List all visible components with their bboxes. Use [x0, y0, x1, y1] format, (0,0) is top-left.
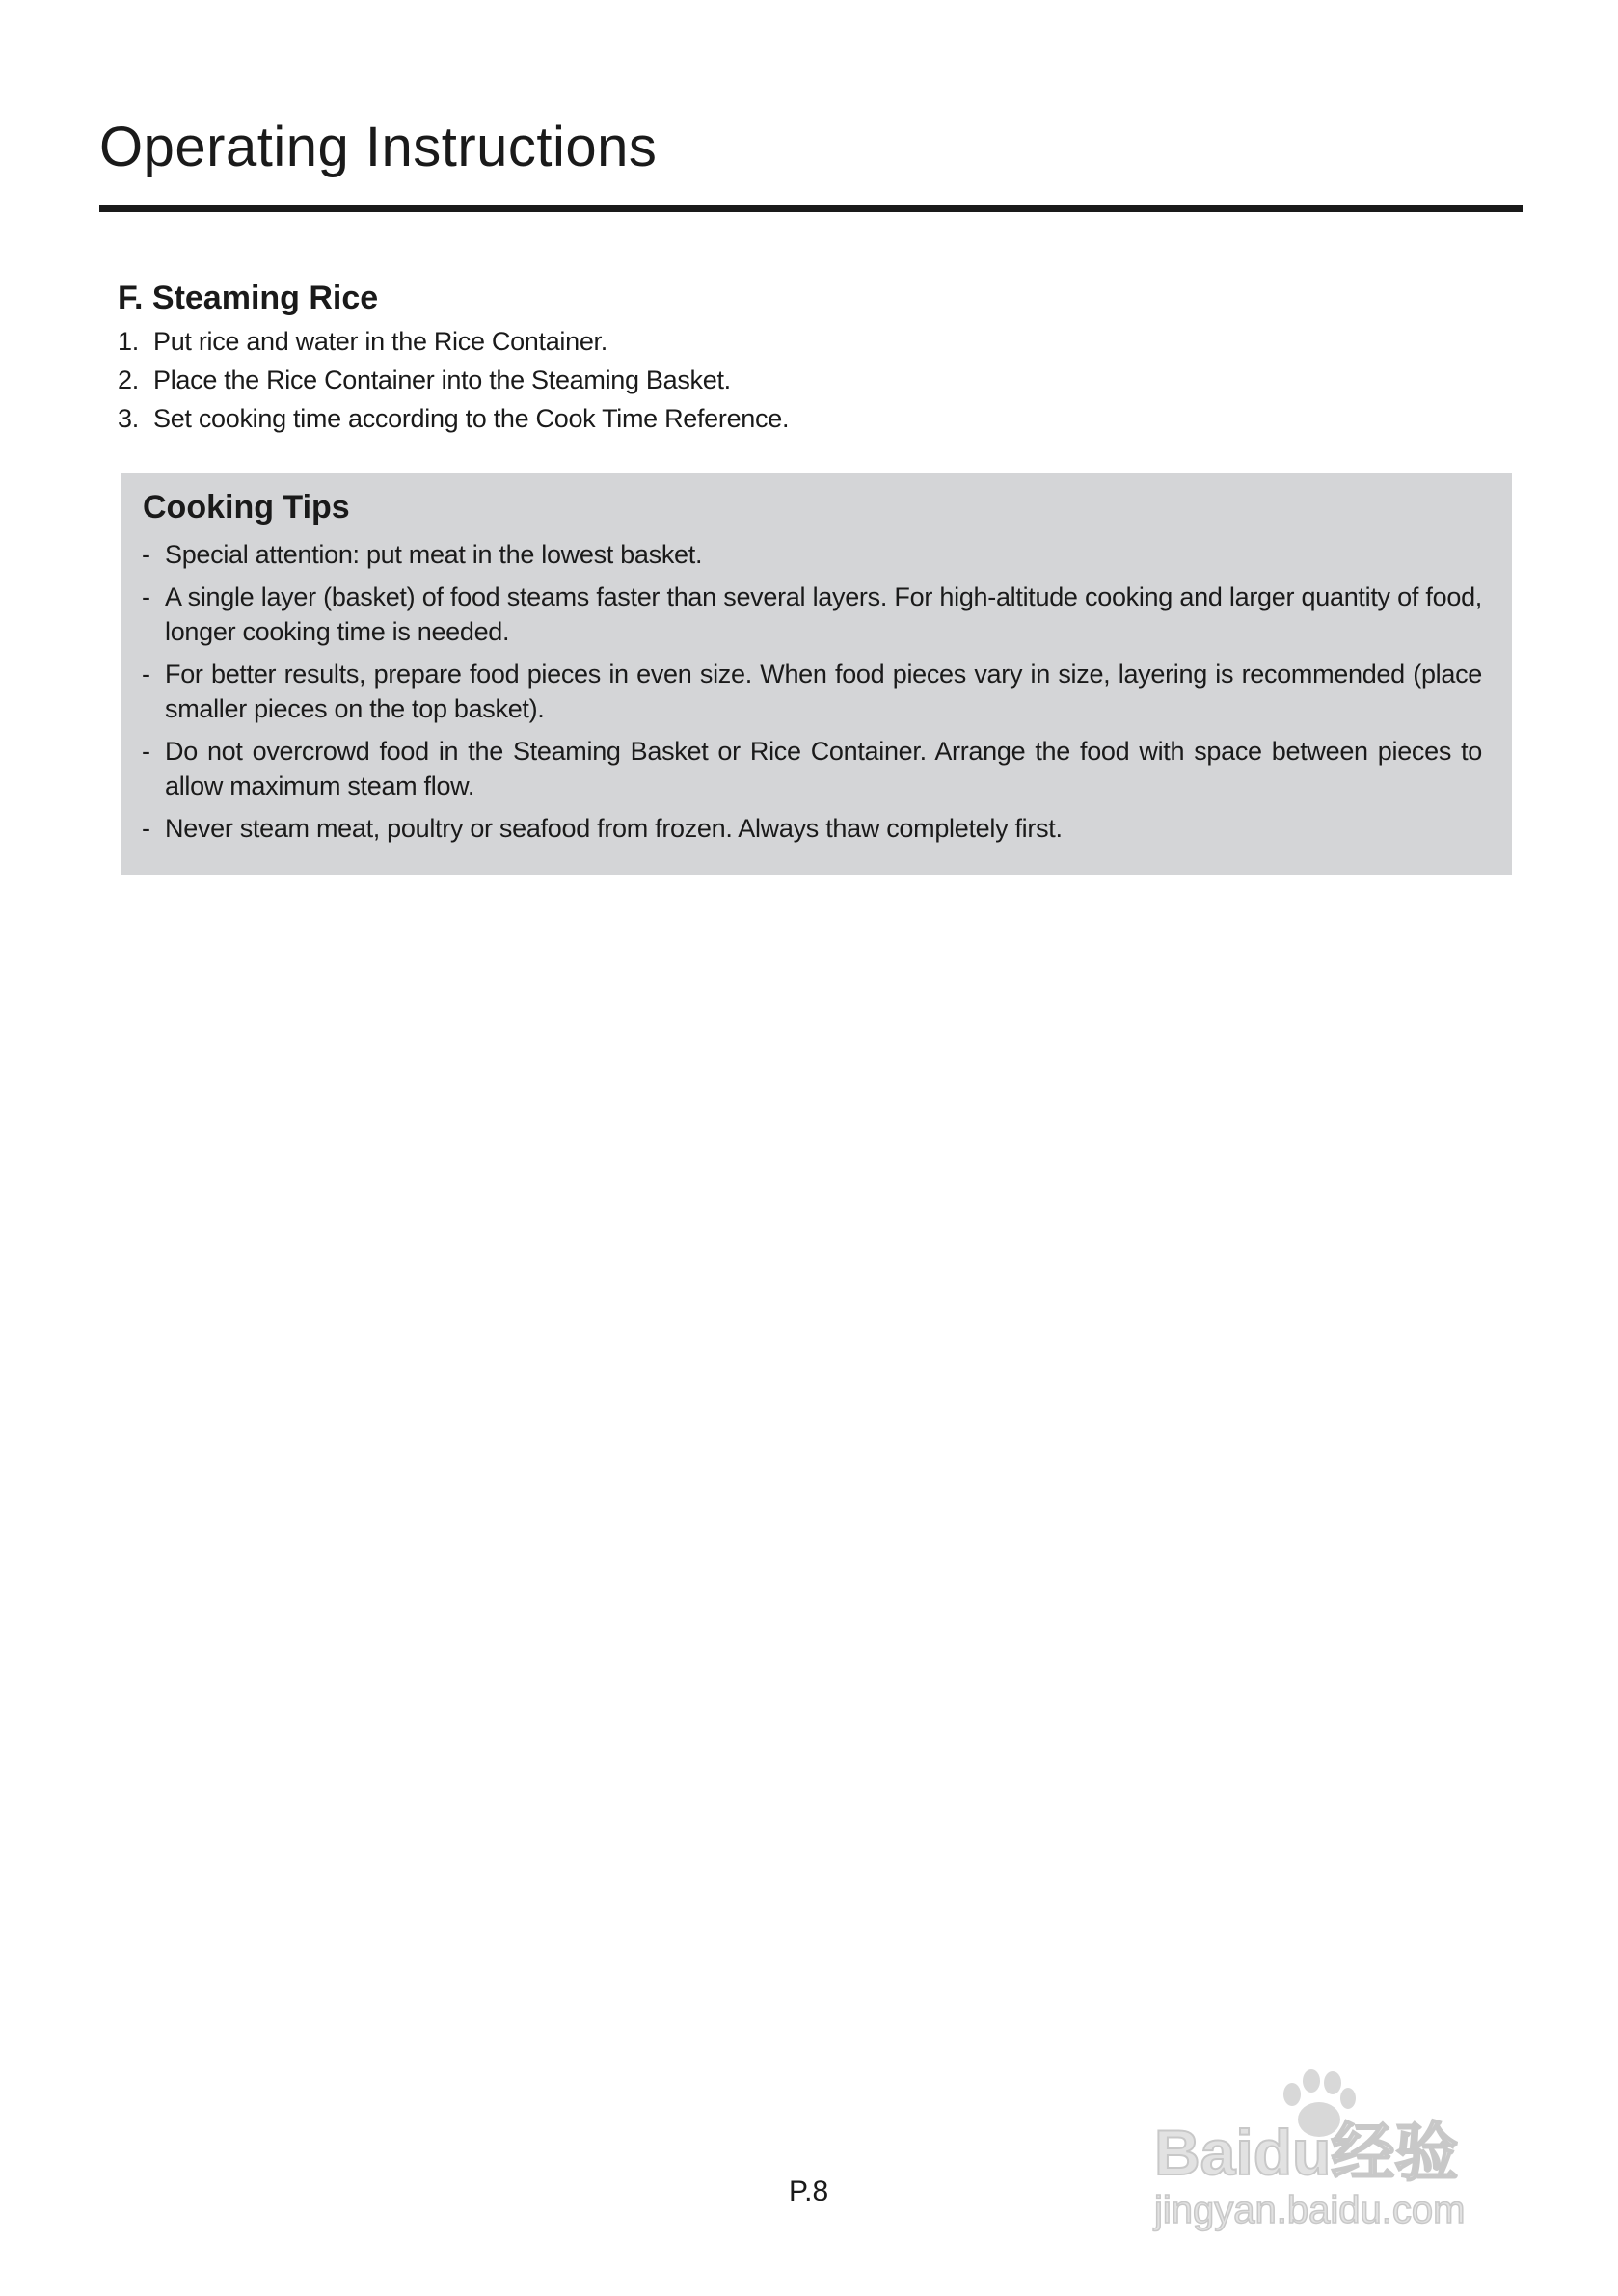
watermark-url: jingyan.baidu.com — [1154, 2189, 1466, 2231]
watermark-brand: Baidu经验 — [1154, 2117, 1459, 2188]
baidu-watermark — [1143, 2044, 1528, 2237]
step-text: Put rice and water in the Rice Container. — [153, 327, 607, 356]
tips-heading: Cooking Tips — [143, 489, 350, 526]
step-number: 3. — [118, 404, 139, 433]
tip-text: For better results, prepare food pieces in even size. When food pieces vary in size, layering is recommended (place smaller pieces on the top basket). — [165, 660, 1482, 723]
step-item — [118, 399, 789, 438]
tip-item — [142, 580, 1482, 649]
step-number: 2. — [118, 365, 139, 394]
tip-item — [142, 734, 1482, 803]
step-item — [118, 361, 789, 399]
dash-bullet: - — [142, 540, 150, 569]
tip-text: Do not overcrowd food in the Steaming Basket or Rice Container. Arrange the food with space between pieces to allow maximum steam flow. — [165, 737, 1482, 800]
tip-text: Never steam meat, poultry or seafood from frozen. Always thaw completely first. — [165, 814, 1063, 843]
page-number: P.8 — [789, 2175, 829, 2207]
title-divider — [99, 205, 1523, 212]
step-text: Place the Rice Container into the Steaming Basket. — [153, 365, 731, 394]
tip-text: Special attention: put meat in the lowest basket. — [165, 540, 703, 569]
tip-text: A single layer (basket) of food steams faster than several layers. For high-altitude cooking and larger quantity of food, longer cooking time is needed. — [165, 582, 1482, 646]
tip-item — [142, 811, 1482, 846]
dash-bullet: - — [142, 814, 150, 843]
cooking-tips-box — [121, 473, 1512, 875]
dash-bullet: - — [142, 660, 150, 689]
steps-list — [118, 322, 789, 438]
step-text: Set cooking time according to the Cook Time Reference. — [153, 404, 790, 433]
step-number: 1. — [118, 327, 139, 356]
tip-item — [142, 657, 1482, 726]
tip-item — [142, 537, 1482, 572]
tips-list — [142, 537, 1482, 853]
page-title: Operating Instructions — [99, 116, 658, 178]
step-item — [118, 322, 789, 361]
dash-bullet: - — [142, 582, 150, 611]
section-heading: F. Steaming Rice — [118, 280, 379, 316]
dash-bullet: - — [142, 737, 150, 766]
